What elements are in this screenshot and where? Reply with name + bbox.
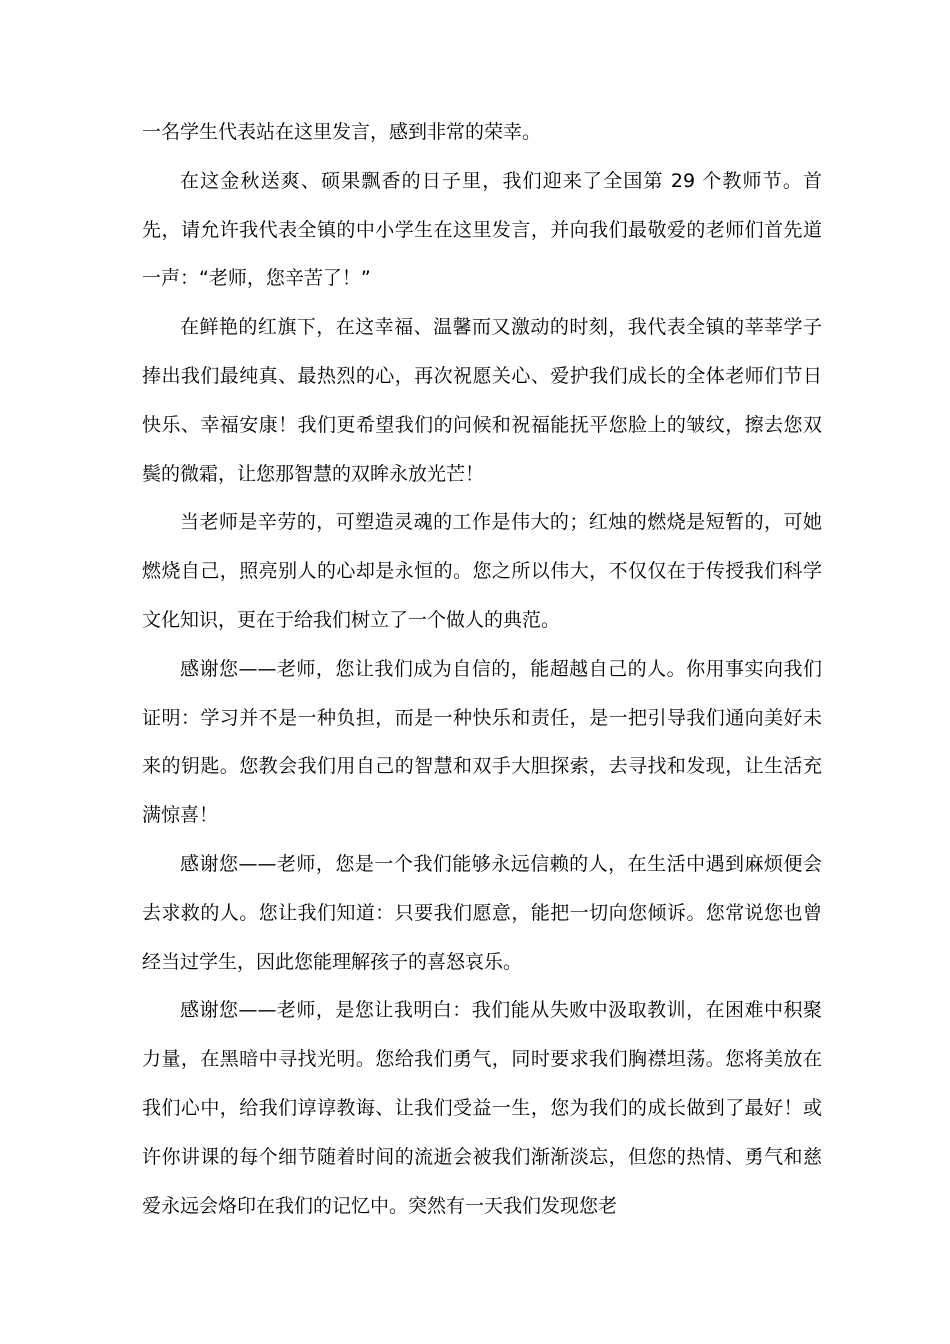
paragraph-7: 感谢您——老师，是您让我明白：我们能从失败中汲取教训，在困难中积聚力量，在黑暗中寻找光明。您给我们勇气，同时要求我们胸襟坦荡。您将美放在我们心中，给我们谆谆教诲、让我们受益一生，您为我们的成长做到了最好！或许你讲课的每个细节随着时间的流逝会被我们渐渐淡忘，但您的热情、勇气和慈爱永远会烙印在我们的记忆中。突然有一天我们发现您老 (142, 999, 822, 1217)
paragraph-1: 一名学生代表站在这里发言，感到非常的荣幸。 (142, 121, 542, 143)
paragraph-3: 在鲜艳的红旗下，在这幸福、温馨而又激动的时刻，我代表全镇的莘莘学子捧出我们最纯真、最热烈的心，再次祝愿关心、爱护我们成长的全体老师们节日快乐、幸福安康！我们更希望我们的问候和祝福能抚平您脸上的皱纹，擦去您双鬓的微霜，让您那智慧的双眸永放光芒！ (142, 316, 822, 485)
paragraph-2: 在这金秋送爽、硕果飘香的日子里，我们迎来了全国第 29 个教师节。首先，请允许我代表全镇的中小学生在这里发言，并向我们最敬爱的老师们首先道一声：“老师，您辛苦了！” (142, 169, 822, 290)
paragraph-6: 感谢您——老师，您是一个我们能够永远信赖的人，在生活中遇到麻烦便会去求救的人。您让我们知道：只要我们愿意，能把一切向您倾诉。您常说您也曾经当过学生，因此您能理解孩子的喜怒哀乐。 (142, 852, 822, 973)
paragraph-5: 感谢您——老师，您让我们成为自信的，能超越自己的人。你用事实向我们证明：学习并不是一种负担，而是一种快乐和责任，是一把引导我们通向美好未来的钥匙。您教会我们用自己的智慧和双手大胆探索，去寻找和发现，让生活充满惊喜！ (142, 657, 822, 827)
document-body (142, 108, 822, 1230)
paragraph-4: 当老师是辛劳的，可塑造灵魂的工作是伟大的；红烛的燃烧是短暂的，可她燃烧自己，照亮别人的心却是永恒的。您之所以伟大，不仅仅在于传授我们科学文化知识，更在于给我们树立了一个做人的典范。 (142, 511, 822, 631)
